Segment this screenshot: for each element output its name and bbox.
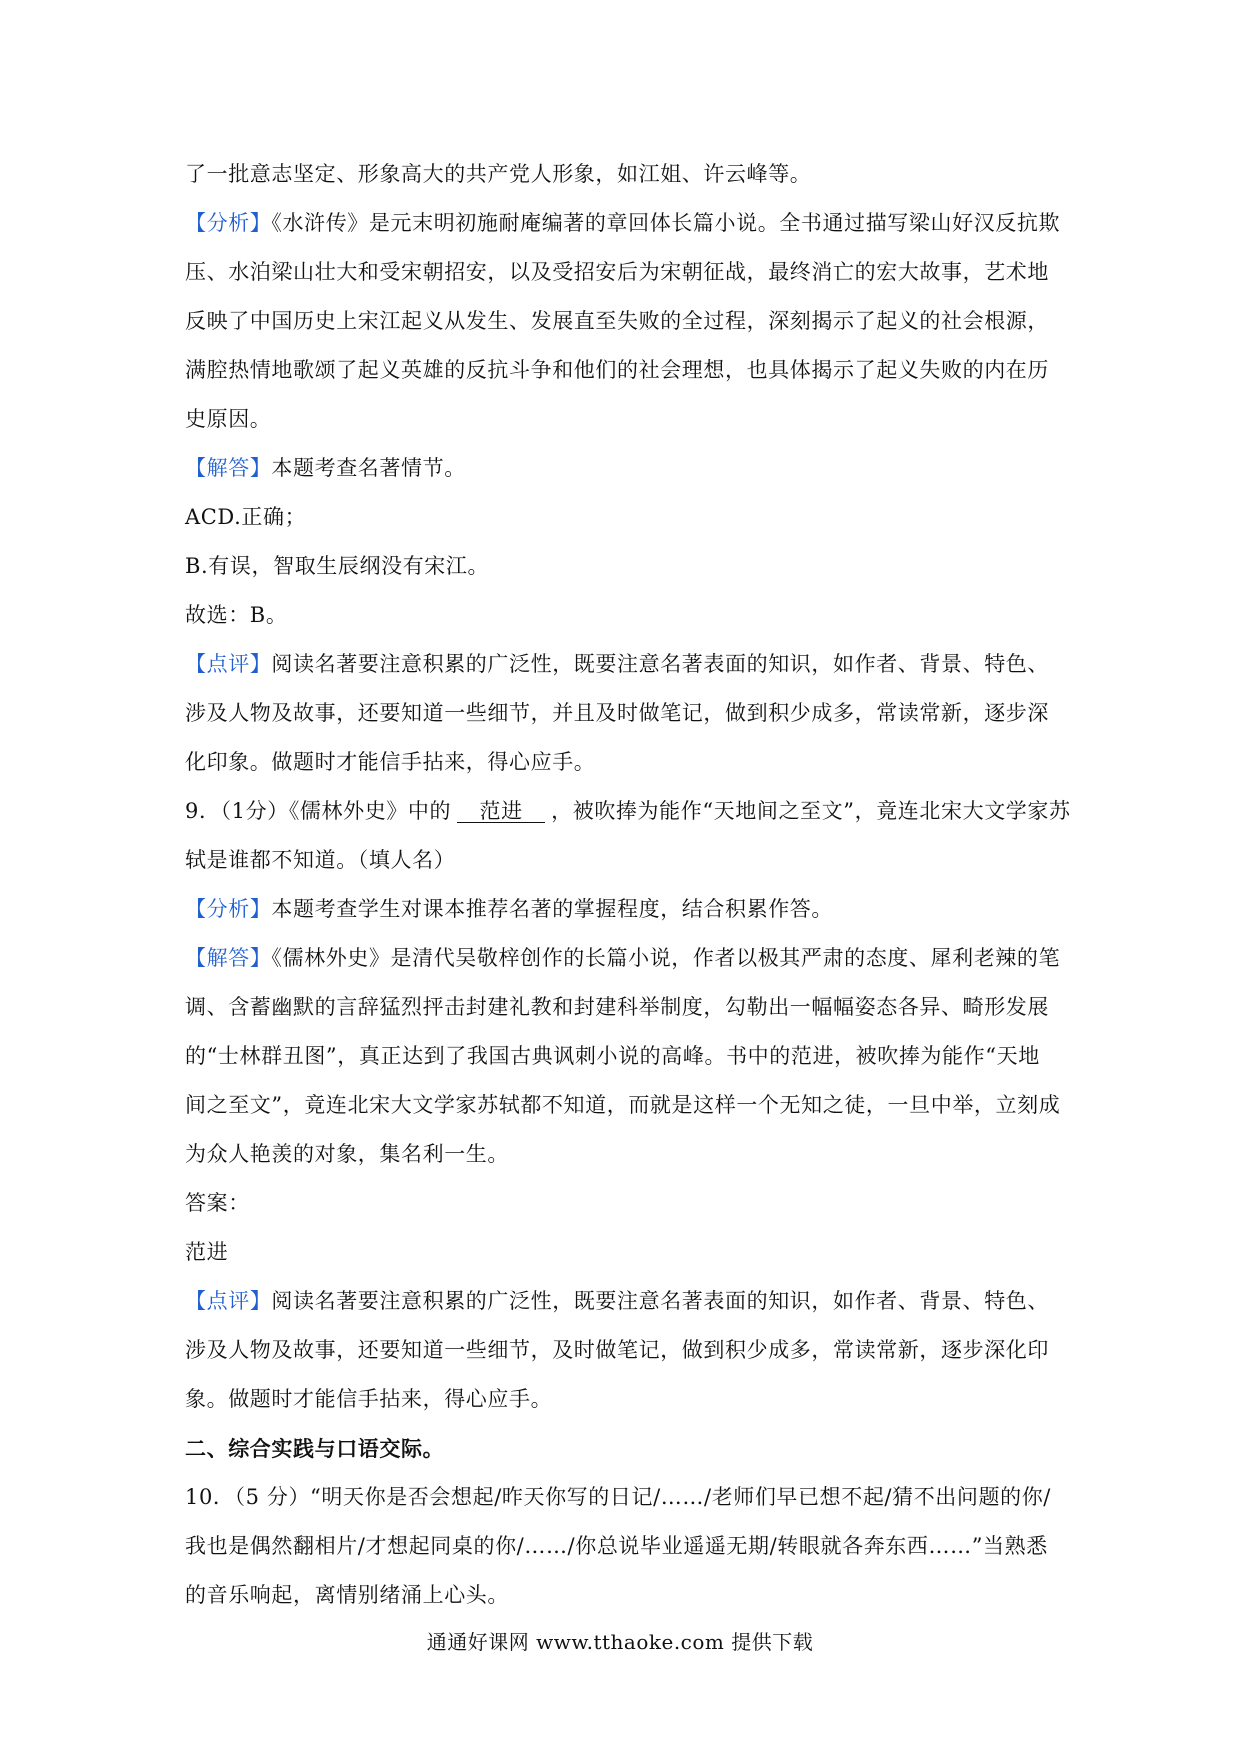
- line-text: 的音乐响起，离情别绪涌上心头。: [185, 1583, 509, 1607]
- question-9-suffix: ，被吹捧为能作“天地间之至文”，竟连北宋大文学家苏: [551, 799, 1071, 823]
- answer-tag: 【解答】: [185, 946, 272, 970]
- text-line: [185, 297, 1065, 346]
- text-line: [185, 493, 1065, 542]
- line-text: ACD.正确；: [185, 505, 307, 529]
- line-text: 涉及人物及故事，还要知道一些细节，及时做笔记，做到积少成多，常读常新，逐步深化印: [185, 1338, 1049, 1362]
- question-9-answer-blank: 范进: [457, 800, 545, 823]
- question-10-line: [185, 1473, 1065, 1522]
- line-text: 阅读名著要注意积累的广泛性，既要注意名著表面的知识，如作者、背景、特色、: [271, 652, 1050, 676]
- question-9-prefix: 9．（1分）《儒林外史》中的: [185, 799, 452, 823]
- question-9-line-2: [185, 836, 1065, 885]
- answer-tag: 【解答】: [185, 456, 272, 480]
- line-text: 故选：B。: [185, 603, 288, 627]
- section-heading: 二、综合实践与口语交际。: [185, 1436, 445, 1461]
- question-10-line: [185, 1522, 1065, 1571]
- comment-line: [185, 640, 1065, 689]
- line-text: B.有误，智取生辰纲没有宋江。: [185, 554, 490, 578]
- analysis-line: [185, 199, 1065, 248]
- text-line: [185, 1228, 1065, 1277]
- line-text: 满腔热情地歌颂了起义英雄的反抗斗争和他们的社会理想，也具体揭示了起义失败的内在历: [185, 358, 1049, 382]
- text-line: [185, 248, 1065, 297]
- text-line: [185, 1326, 1065, 1375]
- answer-line: [185, 444, 1065, 493]
- text-line: [185, 346, 1065, 395]
- text-line: [185, 689, 1065, 738]
- comment-tag: 【点评】: [185, 1289, 272, 1313]
- comment-tag: 【点评】: [185, 652, 272, 676]
- text-line: [185, 395, 1065, 444]
- line-text: 《水浒传》是元末明初施耐庵编著的章回体长篇小说。全书通过描写梁山好汉反抗欺: [271, 211, 1061, 235]
- page-footer: 通通好课网 www.tthaoke.com 提供下载: [426, 1630, 814, 1654]
- line-text: 间之至文”，竟连北宋大文学家苏轼都不知道，而就是这样一个无知之徒，一旦中举，立刻成: [185, 1093, 1061, 1117]
- analysis-tag: 【分析】: [185, 897, 272, 921]
- line-text: 轼是谁都不知道。（填人名）: [185, 848, 456, 872]
- line-text: 的“士林群丑图”，真正达到了我国古典讽刺小说的高峰。书中的范进，被吹捧为能作“天地: [185, 1044, 1040, 1068]
- text-line: [185, 1081, 1065, 1130]
- line-text: 本题考查名著情节。: [271, 456, 466, 480]
- text-line: [185, 1179, 1065, 1228]
- line-text: 我也是偶然翻相片/才想起同桌的你/……/你总说毕业遥遥无期/转眼就各奔东西……”当熟悉: [185, 1534, 1048, 1558]
- line-text: 了一批意志坚定、形象高大的共产党人形象，如江姐、许云峰等。: [185, 162, 812, 186]
- comment-line: [185, 1277, 1065, 1326]
- line-text: 《儒林外史》是清代吴敬梓创作的长篇小说，作者以极其严肃的态度、犀利老辣的笔: [271, 946, 1061, 970]
- line-text: 阅读名著要注意积累的广泛性，既要注意名著表面的知识，如作者、背景、特色、: [271, 1289, 1050, 1313]
- analysis-line: [185, 885, 1065, 934]
- document-body: [185, 150, 1071, 1620]
- line-text: 反映了中国历史上宋江起义从发生、发展直至失败的全过程，深刻揭示了起义的社会根源，: [185, 309, 1049, 333]
- answer-line: [185, 934, 1065, 983]
- question-9-line: [185, 787, 1071, 836]
- text-line: [185, 591, 1065, 640]
- line-text: 化印象。做题时才能信手拈来，得心应手。: [185, 750, 596, 774]
- question-10-line: [185, 1571, 1065, 1620]
- line-text: 象。做题时才能信手拈来，得心应手。: [185, 1387, 553, 1411]
- line-text: 调、含蓄幽默的言辞猛烈抨击封建礼教和封建科举制度，勾勒出一幅幅姿态各异、畸形发展: [185, 995, 1049, 1019]
- analysis-tag: 【分析】: [185, 211, 272, 235]
- text-line: [185, 542, 1065, 591]
- text-line: [185, 738, 1065, 787]
- text-line: [185, 1032, 1065, 1081]
- text-line: [185, 150, 1065, 199]
- line-text: 为众人艳羡的对象，集名利一生。: [185, 1142, 509, 1166]
- text-line: [185, 983, 1065, 1032]
- text-line: [185, 1130, 1065, 1179]
- line-text: 史原因。: [185, 407, 272, 431]
- line-text: 答案：: [185, 1191, 250, 1215]
- line-text: 压、水泊梁山壮大和受宋朝招安，以及受招安后为宋朝征战，最终消亡的宏大故事，艺术地: [185, 260, 1049, 284]
- line-text: 10．（5 分）“明天你是否会想起/昨天你写的日记/……/老师们早已想不起/猜不出问题的你/: [185, 1485, 1051, 1509]
- line-text: 涉及人物及故事，还要知道一些细节，并且及时做笔记，做到积少成多，常读常新，逐步深: [185, 701, 1049, 725]
- line-text: 范进: [185, 1240, 229, 1264]
- line-text: 本题考查学生对课本推荐名著的掌握程度，结合积累作答。: [271, 897, 834, 921]
- text-line: [185, 1375, 1065, 1424]
